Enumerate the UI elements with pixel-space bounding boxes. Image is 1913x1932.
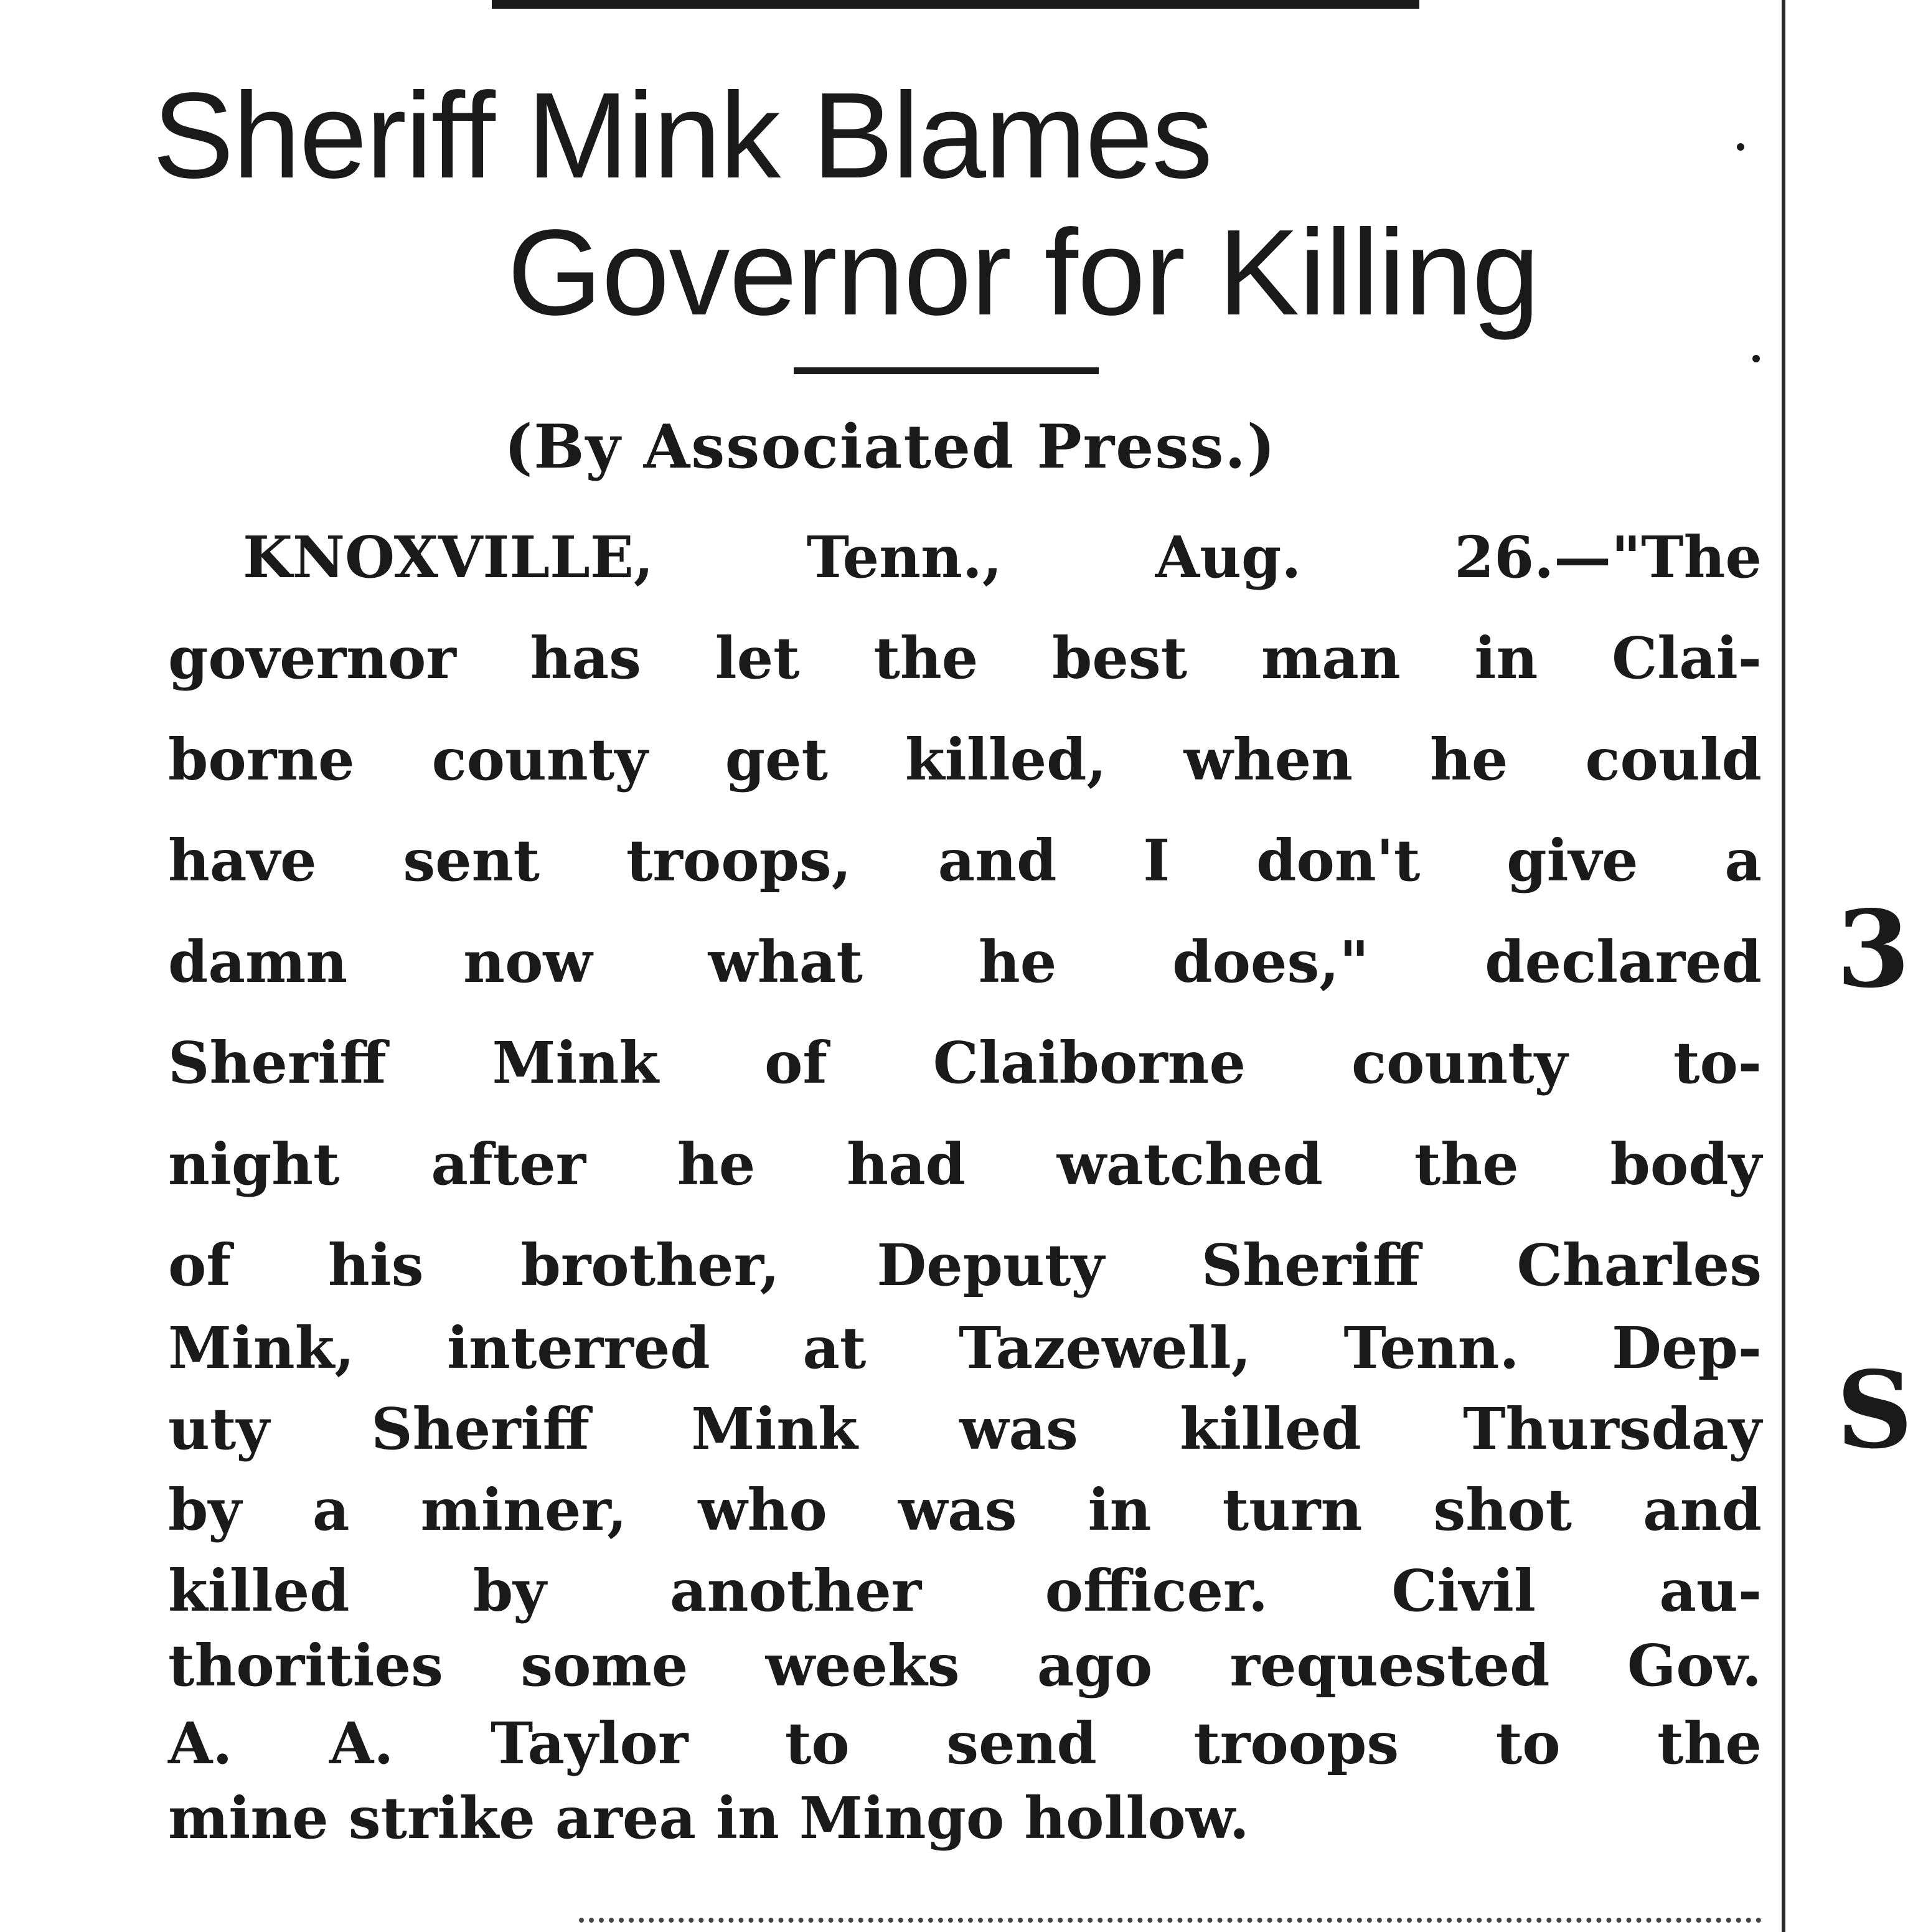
body-line: killed by another officer. Civil au- <box>168 1557 1762 1624</box>
body-line: of his brother, Deputy Sheriff Charles <box>168 1232 1762 1299</box>
adjacent-column-fragment: S <box>1836 1348 1913 1473</box>
body-line: Mink, interred at Tazewell, Tenn. Dep- <box>168 1314 1762 1382</box>
body-line: borne county get killed, when he could <box>168 726 1762 793</box>
body-line: uty Sheriff Mink was killed Thursday <box>168 1395 1762 1463</box>
body-line: governor has let the best man in Clai- <box>168 624 1762 692</box>
byline: (By Associated Press.) <box>504 412 1277 482</box>
column-divider-rule <box>1782 0 1785 1932</box>
adjacent-column-fragment: 3 <box>1836 887 1911 1012</box>
body-line: Sheriff Mink of Claiborne county to- <box>168 1029 1762 1096</box>
body-line: KNOXVILLE, Tenn., Aug. 26.—"The <box>243 524 1762 591</box>
bottom-dotted-rule <box>579 1918 1762 1923</box>
print-speck <box>1737 143 1744 151</box>
body-line: have sent troops, and I don't give a <box>168 827 1762 894</box>
body-line: damn now what he does," declared <box>168 928 1762 996</box>
body-line: thorities some weeks ago requested Gov. <box>168 1632 1762 1699</box>
headline-line-2: Governor for Killing <box>507 204 1539 341</box>
body-line: mine strike area in Mingo hollow. <box>168 1784 1249 1852</box>
print-speck <box>1752 355 1760 362</box>
headline-dash-rule <box>794 367 1099 374</box>
headline-line-1: Sheriff Mink Blames <box>153 67 1212 204</box>
body-line: night after he had watched the body <box>168 1131 1762 1198</box>
body-line: A. A. Taylor to send troops to the <box>168 1710 1762 1777</box>
top-rule <box>492 0 1419 9</box>
body-line: by a miner, who was in turn shot and <box>168 1476 1762 1543</box>
